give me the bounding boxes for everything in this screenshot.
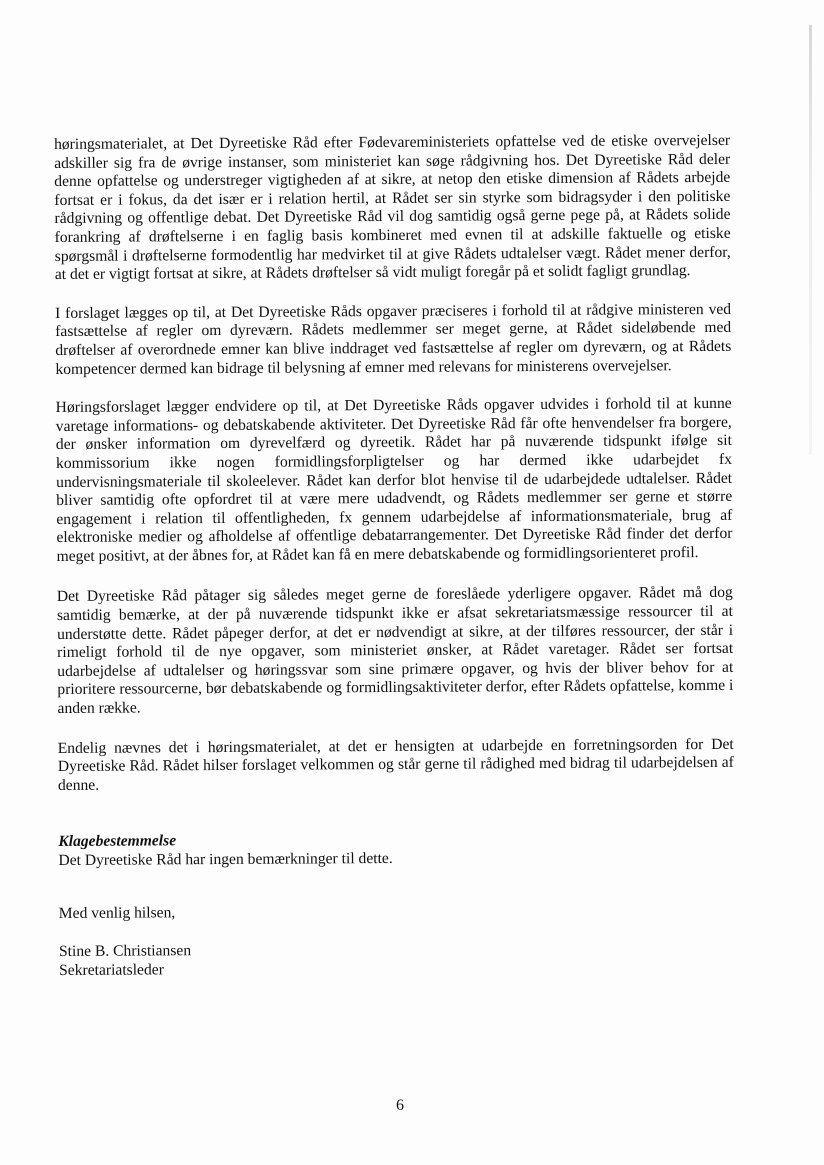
signer-name: Stine B. Christiansen (58, 942, 192, 961)
paragraph-2: I forslaget lægges op til, at Det Dyreetiske Råds opgaver præciseres i forhold til at rådgive ministeren ved fastsættelse af regler om dyreværn. Rådets medlemmer ser meget gerne, at Rådet sideløbende med drøftelser af overordnede emner kan blive inddraget ved fastsættelse af regler om dyreværn, og at Rådets kompetencer dermed kan bidrage til belysning af emner med relevans for ministerens overvejelser. (55, 300, 732, 378)
signer-title: Sekretariatsleder (59, 961, 164, 979)
signature-block (59, 939, 735, 980)
closing-salutation: Med venlig hilsen, (58, 903, 176, 922)
paragraph-3: Høringsforslaget lægger endvidere op til, at Det Dyreetiske Råds opgaver udvides i forhold til at kunne varetage informations- og debatskabende aktiviteter. Det Dyreetiske Råd får ofte henvendelser fra borgere, der ønsker information om dyrevelfærd og dyreetik. Rådet har på nuværende tidspunkt ifølge sit kommissorium ikke nogen formidlingsforpligtelser og har dermed ikke udarbejdet fx undervisningsmateriale til skoleelever. Rådet kan derfor blot henvise til de udarbejdede udtalelser. Rådet bliver samtidig ofte opfordret til at være mere udadvendt, og Rådets medlemmer ser gerne et større engagement i relation til offentligheden, fx gennem udarbejdelse af informationsmateriale, brug af elektroniske medier og afholdelse af offentlige debatarrangementer. Det Dyreetiske Råd finder det derfor meget positivt, at der åbnes for, at Rådet kan få en mere debatskabende og formidlingsorienteret profil. (55, 394, 733, 565)
paragraph-4: Det Dyreetiske Råd påtager sig således meget gerne de foreslåede yderligere opgaver. Rådet må dog samtidig bemærke, at der på nuværende tidspunkt ikke er afsat sekretariatsmæssige ressourcer til at understøtte dette. Rådet påpeger derfor, at det er nødvendigt at sikre, at der tilføres ressourcer, der står i rimeligt forhold til de nye opgaver, som ministeriet ønsker, at Rådet varetager. Rådet ser fortsat udarbejdelse af udtalelser og høringssvar som sine primære opgaver, og hvis der bliver behov for at prioritere ressourcerne, bør debatskabende og formidlingsaktiviteter derfor, efter Rådets opfattelse, komme i anden række. (56, 584, 734, 718)
scan-edge-shadow (809, 25, 812, 455)
letter-body (54, 132, 735, 980)
section-klagebestemmelse (58, 829, 734, 870)
page-number: 6 (396, 1097, 404, 1114)
section-text: Det Dyreetiske Råd har ingen bemærkninger til dette. (58, 849, 393, 869)
paragraph-1: høringsmaterialet, at Det Dyreetiske Råd efter Fødevareministeriets opfattelse ved de etiske overvejelser adskiller sig fra de øvrige instanser, som ministeriet kan søge rådgivning hos. Det Dyreetiske Råd deler denne opfattelse og understreger vigtigheden af at sikre, at netop den etiske dimension af Rådets arbejde fortsat er i fokus, da det især er i relation hertil, at Rådet ser sin styrke som bidragsyder i den politiske rådgivning og offentlige debat. Det Dyreetiske Råd vil dog samtidig også gerne pege på, at Rådets solide forankring af drøftelserne i en faglig basis kombineret med evnen til at adskille faktuelle og etiske spørgsmål i drøftelserne formodentlig har medvirket til at give Rådets udtalelser vægt. Rådet mener derfor, at det er vigtigt fortsat at sikre, at Rådets drøftelser så vidt muligt foregår på et solidt fagligt grundlag. (54, 131, 731, 284)
section-heading: Klagebestemmelse (58, 832, 177, 851)
paragraph-5: Endelig nævnes det i høringsmaterialet, at det er hensigten at udarbejde en forretningsorden for Det Dyreetiske Råd. Rådet hilser forslaget velkommen og står gerne til rådighed med bidrag til udarbejdelsen af denne. (57, 735, 734, 794)
